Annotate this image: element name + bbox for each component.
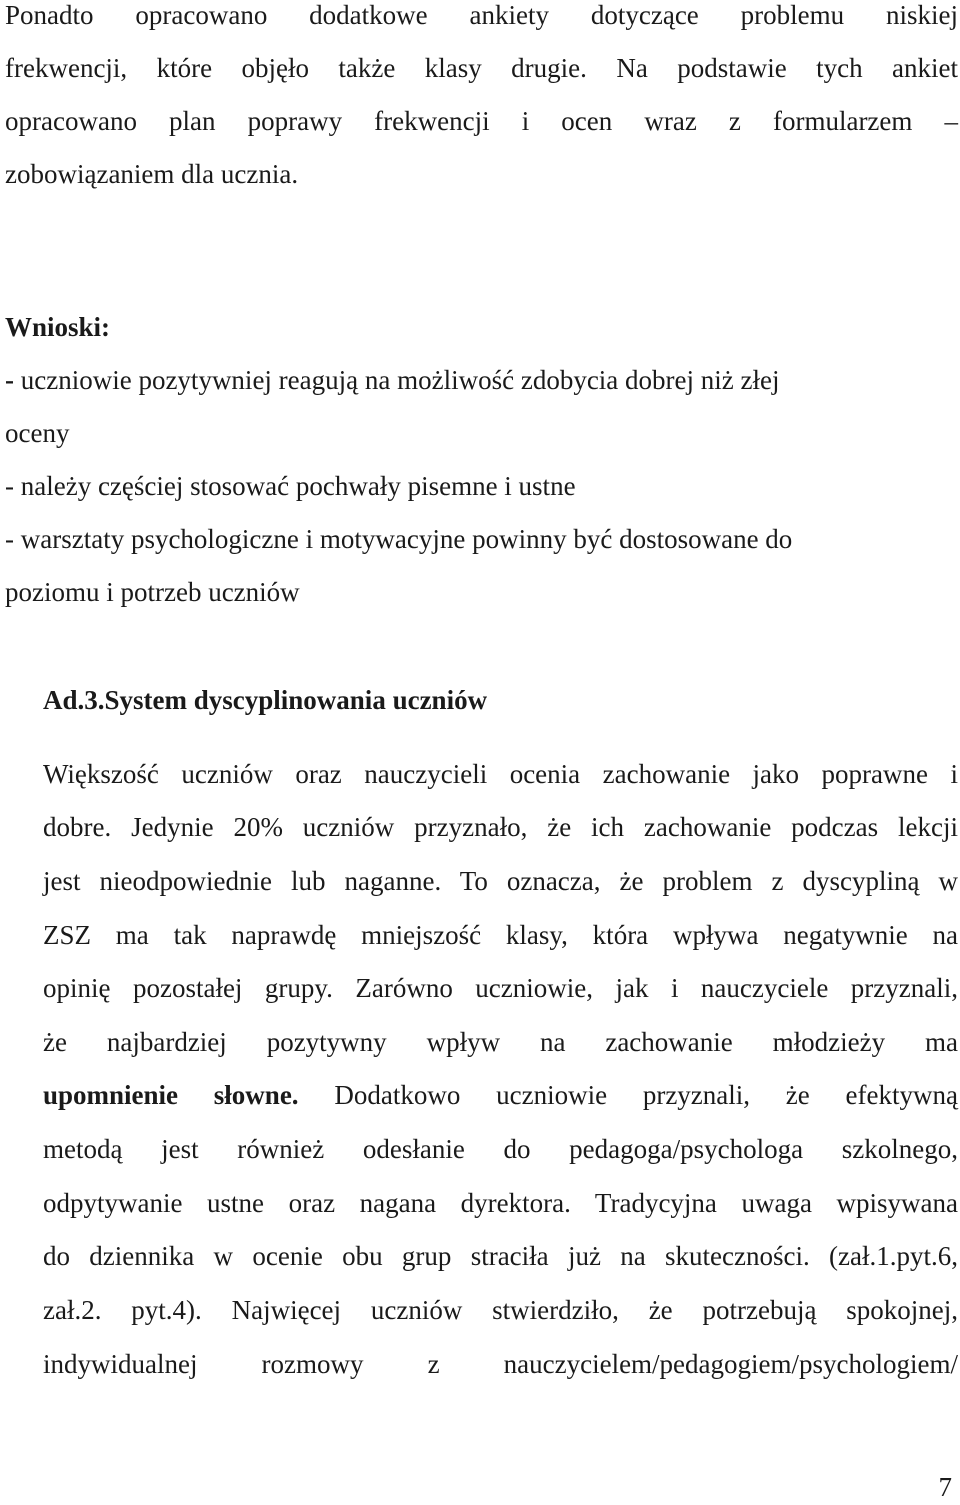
text-line: frekwencji, które objęło także klasy drugie. Na podstawie tych ankiet <box>5 53 958 83</box>
text-line: opracowano plan poprawy frekwencji i ocen wraz z formularzem – <box>5 106 958 136</box>
conclusion-continuation: poziomu i potrzeb uczniów <box>5 577 300 607</box>
bullet-dash: - <box>5 365 14 395</box>
text-line: że najbardziej pozytywny wpływ na zachowanie młodzieży ma <box>43 1027 958 1057</box>
text-line: do dziennika w ocenie obu grup straciła już na skuteczności. (zał.1.pyt.6, <box>43 1241 958 1271</box>
page-number: 7 <box>938 1472 952 1502</box>
text-line: ZSZ ma tak naprawdę mniejszość klasy, która wpływa negatywnie na <box>43 920 958 950</box>
bold-phrase: upomnienie słowne. <box>43 1080 299 1110</box>
conclusions-heading: Wnioski: <box>5 312 111 342</box>
conclusion-item: - warsztaty psychologiczne i motywacyjne powinny być dostosowane do <box>5 524 793 554</box>
conclusion-item: - należy częściej stosować pochwały pisemne i ustne <box>5 471 576 501</box>
section-heading: Ad.3.System dyscyplinowania uczniów <box>43 685 488 715</box>
conclusion-text: uczniowie pozytywniej reagują na możliwość zdobycia dobrej niż złej <box>14 365 780 395</box>
text-line: Ponadto opracowano dodatkowe ankiety dotyczące problemu niskiej <box>5 0 958 30</box>
text-line: dobre. Jedynie 20% uczniów przyznało, że ich zachowanie podczas lekcji <box>43 812 958 842</box>
text-line: Większość uczniów oraz nauczycieli ocenia zachowanie jako poprawne i <box>43 759 958 789</box>
text-run: Dodatkowo uczniowie przyznali, że efektywną <box>298 1080 958 1110</box>
text-line: odpytywanie ustne oraz nagana dyrektora. Tradycyjna uwaga wpisywana <box>43 1188 958 1218</box>
text-line: opinię pozostałej grupy. Zarówno uczniowie, jak i nauczyciele przyznali, <box>43 973 958 1003</box>
text-line: jest nieodpowiednie lub naganne. To oznacza, że problem z dyscypliną w <box>43 866 958 896</box>
text-line <box>43 1080 958 1110</box>
text-line: zał.2. pyt.4). Najwięcej uczniów stwierdziło, że potrzebują spokojnej, <box>43 1295 958 1325</box>
conclusion-item <box>5 365 779 395</box>
text-line: zobowiązaniem dla ucznia. <box>5 159 299 189</box>
conclusion-continuation: oceny <box>5 418 70 448</box>
text-line: metodą jest również odesłanie do pedagoga/psychologa szkolnego, <box>43 1134 958 1164</box>
text-line: indywidualnej rozmowy z nauczycielem/pedagogiem/psychologiem/ <box>43 1349 958 1379</box>
